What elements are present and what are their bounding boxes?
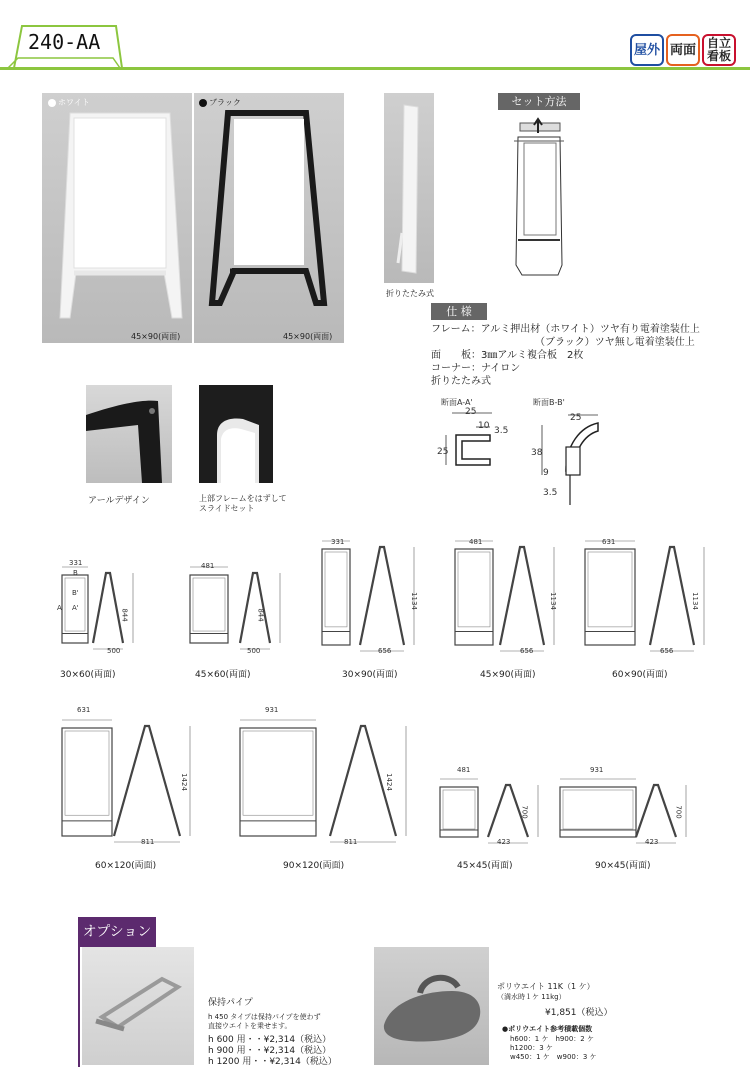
size-caption-45x60: 45×60(両面) [195,670,251,680]
dim-d-8: 423 [645,838,659,846]
dim-h-6: 1424 [384,773,393,791]
pipe-illustration [82,947,194,1065]
folded-caption: 折りたたみ式 [386,289,434,298]
dim-w-2: 331 [331,538,345,546]
pipe-price-600: h 600 用・・¥2,314（税込） [208,1035,332,1045]
bb-thickness: 3.5 [543,488,558,498]
weight-table-title: ●ポリウエイト参考積載個数 [502,1025,593,1033]
size-caption-90x45: 90×45(両面) [595,861,651,871]
dim-w-6: 931 [265,706,279,714]
bb-height: 38 [531,448,543,458]
size-caption-45x45: 45×45(両面) [457,861,513,871]
side-legs-0 [93,573,123,643]
dim-w-0: 331 [69,559,83,567]
freestanding-badge: 自立 看板 [702,34,736,66]
dim-w-3: 481 [469,538,483,546]
front-panel-3 [458,552,490,627]
dim-h-2: 1134 [409,592,418,610]
mark-b2: B' [72,589,79,597]
mark-a: A [57,604,62,612]
front-panel-5 [65,731,109,815]
slide-detail-caption1: 上部フレームをはずして [199,494,287,503]
front-panel-1 [193,578,225,631]
spec-line-frame-black: （ブラック）ツヤ無し電着塗装仕上 [535,337,695,348]
size-caption-60x90: 60×90(両面) [612,670,668,680]
dim-h-5: 1424 [179,773,188,791]
weight-row-2: h1200：3 ケ [510,1044,553,1052]
weight-row-1: h600：1 ケ h900：2 ケ [510,1035,594,1043]
aa-height: 25 [437,447,449,457]
dim-h-4: 1134 [690,592,699,610]
dim-d-0: 500 [107,647,121,655]
pipe-price-1200: h 1200 用・・¥2,314（税込） [208,1057,337,1067]
pipe-price-900: h 900 用・・¥2,314（税込） [208,1046,332,1056]
section-bb-label: 断面B-B' [533,398,565,407]
weight-name: ポリウエイト 11K（1 ケ） [497,982,595,991]
pipe-photo [82,947,194,1065]
white-label: ホワイト [58,98,90,107]
pipe-desc1: h 450 タイプは保持パイプを使わず [208,1013,321,1021]
dim-h-7: 700 [520,805,529,819]
black-caption: 45×90(両面) [283,332,333,341]
side-legs-4 [650,547,694,645]
mark-a2: A' [72,604,79,612]
dim-w-8: 931 [590,766,604,774]
size-caption-45x90: 45×90(両面) [480,670,536,680]
mark-b: B [73,569,78,577]
weight-sub: （満水時１ケ 11kg） [497,993,566,1001]
double-sided-badge: 両面 [666,34,700,66]
section-aa-label: 断面A-A' [441,398,473,407]
model-number: 240-AA [28,30,101,54]
aa-width: 25 [465,407,477,417]
size-caption-60x120: 60×120(両面) [95,861,157,871]
aa-thickness: 3.5 [494,426,509,436]
front-panel-4 [588,552,632,627]
dim-h-3: 1134 [548,592,557,610]
dim-d-2: 656 [378,647,392,655]
dim-d-5: 811 [141,838,155,846]
corner-detail-caption: アールデザイン [88,496,150,506]
dim-d-7: 423 [497,838,511,846]
black-label: ブラック [209,98,241,107]
front-panel-6 [243,731,313,815]
bb-step: 9 [543,468,549,478]
spec-line-folding: 折りたたみ式 [431,376,491,387]
dim-h-0: 844 [120,608,129,622]
front-panel-7 [443,790,475,829]
weight-photo [374,947,489,1065]
dim-w-5: 631 [77,706,91,714]
weight-price: ¥1,851（税込） [545,1008,613,1018]
pipe-desc2: 直接ウエイトを乗せます。 [208,1022,292,1030]
dim-h-1: 844 [256,608,265,622]
side-legs-8 [636,785,676,837]
size-caption-30x90: 30×90(両面) [342,670,398,680]
set-method-title: セット方法 [498,93,580,110]
options-bar [78,947,80,1067]
weight-illustration [374,947,489,1065]
dim-w-4: 631 [602,538,616,546]
pipe-name: 保持パイプ [208,998,253,1008]
options-title: オプション [78,917,156,947]
side-legs-3 [500,547,544,645]
dim-d-6: 811 [344,838,358,846]
side-legs-1 [240,573,270,643]
dim-h-8: 700 [674,805,683,819]
side-legs-2 [360,547,404,645]
size-caption-90x120: 90×120(両面) [283,861,345,871]
front-panel-8 [563,790,633,829]
dim-w-7: 481 [457,766,471,774]
weight-row-3: w450：1 ケ w900：3 ケ [510,1053,597,1061]
spec-title: 仕 様 [431,303,487,320]
dim-d-3: 656 [520,647,534,655]
size-caption-30x60: 30×60(両面) [60,670,116,680]
dim-w-1: 481 [201,562,215,570]
side-legs-5 [114,726,180,836]
front-panel-2 [325,552,347,627]
outdoor-badge: 屋外 [630,34,664,66]
dim-d-4: 656 [660,647,674,655]
spec-line-corner: コーナー：ナイロン [431,363,521,374]
spec-line-panel: 面 板：3㎜アルミ複合板 2枚 [431,350,584,361]
bb-width: 25 [570,413,582,423]
aa-inner: 10 [478,421,490,431]
spec-line-frame: フレーム：アルミ押出材（ホワイト）ツヤ有り電着塗装仕上 [431,324,700,335]
white-caption: 45×90(両面) [131,332,181,341]
dim-d-1: 500 [247,647,261,655]
slide-detail-caption2: スライドセット [199,504,255,513]
